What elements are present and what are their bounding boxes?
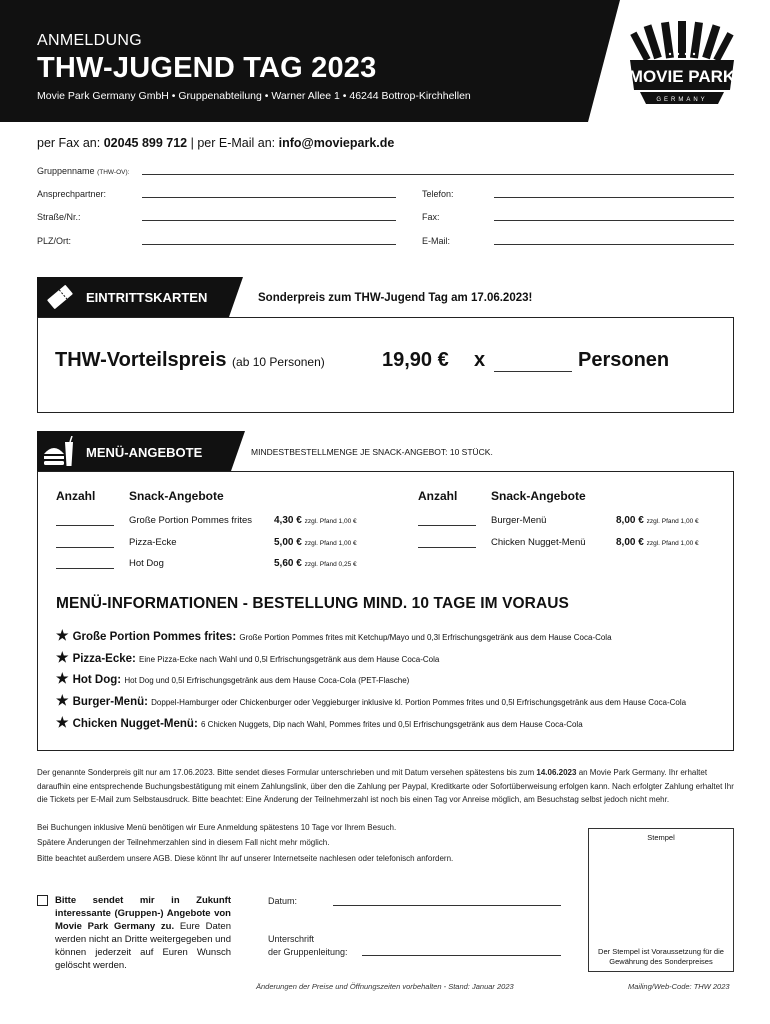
- signature-field[interactable]: [362, 955, 561, 956]
- header-address: Movie Park Germany GmbH • Gruppenabteilung • Warner Allee 1 • 46244 Bottrop-Kirchhellen: [37, 90, 471, 102]
- ticket-price: 19,90 €: [382, 349, 449, 371]
- stamp-note: Der Stempel ist Voraussetzung für die Gewährung des Sonderpreises: [598, 947, 724, 966]
- menu-info-item: ★ Große Portion Pommes frites: Große Portion Pommes frites mit Ketchup/Mayo und 0,3l Erfrischungsgetränk aus dem Hause Coca-Cola: [56, 627, 612, 643]
- menu-info-item: ★ Burger-Menü: Doppel-Hamburger oder Chickenburger oder Veggieburger inklusive kl. Portion Pommes frites und 0,5l Erfrischungsgetränk aus dem Hause Coca-Cola: [56, 692, 687, 708]
- date-label: Datum:: [268, 896, 298, 906]
- terms-change-note: Spätere Änderungen der Teilnehmerzahlen sind in diesem Fall nicht mehr möglich.: [37, 838, 330, 847]
- consent-checkbox[interactable]: [37, 895, 48, 906]
- menu-info-title: MENÜ-INFORMATIONEN - BESTELLUNG MIND. 10 TAGE IM VORAUS: [56, 595, 569, 612]
- fax-number: 02045 899 712: [103, 136, 188, 150]
- footer-disclaimer: Änderungen der Preise und Öffnungszeiten vorbehalten - Stand: Januar 2023: [256, 982, 514, 991]
- street-label: Straße/Nr.:: [37, 212, 81, 222]
- snack-name: Pizza-Ecke: [129, 537, 177, 548]
- qty-field-pizza[interactable]: [56, 547, 114, 548]
- snack-price: 8,00 € zzgl. Pfand 1,00 €: [616, 537, 699, 548]
- snack-header-left: Snack-Angebote: [129, 489, 224, 503]
- city-field[interactable]: [142, 244, 396, 245]
- qty-header-left: Anzahl: [56, 489, 96, 503]
- times-sign: x: [474, 349, 486, 371]
- offer-name: THW-Vorteilspreis (ab 10 Personen): [55, 349, 325, 371]
- group-name-label: Gruppenname (THW-OV):: [37, 166, 130, 176]
- terms-menu-note: Bei Buchungen inklusive Menü benötigen wir Eure Anmeldung spätestens 10 Tage vor Ihrem Besuch.: [37, 823, 397, 832]
- page-title: THW-JUGEND TAG 2023: [37, 52, 377, 84]
- special-price-note: Sonderpreis zum THW-Jugend Tag am 17.06.2023!: [258, 292, 533, 304]
- qty-header-right: Anzahl: [418, 489, 458, 503]
- email-label: E-Mail:: [422, 236, 451, 246]
- snack-header-right: Snack-Angebote: [491, 489, 586, 503]
- movie-park-logo: [626, 20, 738, 112]
- persons-label: Personen: [578, 349, 670, 371]
- terms-agb-note: Bitte beachtet außerdem unsere AGB. Diese könnt Ihr auf unserer Internetseite nachlesen oder telefonisch anfordern.: [37, 854, 454, 863]
- contact-line: [37, 136, 394, 150]
- fax-field[interactable]: [494, 220, 734, 221]
- logo-subtext: GERMANY: [656, 97, 708, 103]
- contact-person-field[interactable]: [142, 197, 396, 198]
- contact-separator: | per E-Mail an:: [190, 136, 276, 150]
- phone-label: Telefon:: [422, 189, 454, 199]
- star-icon: ★: [56, 692, 69, 708]
- menu-info-item: ★ Pizza-Ecke: Eine Pizza-Ecke nach Wahl und 0,5l Erfrischungsgetränk aus dem Hause Coca-Cola: [56, 649, 440, 665]
- street-field[interactable]: [142, 220, 396, 221]
- city-label: PLZ/Ort:: [37, 236, 72, 246]
- phone-field[interactable]: [494, 197, 734, 198]
- menu-info-item: ★ Hot Dog: Hot Dog und 0,5l Erfrischungsgetränk aus dem Hause Coca-Cola (PET-Flasche): [56, 670, 410, 686]
- tickets-section-title: EINTRITTSKARTEN: [86, 290, 208, 305]
- contact-person-label: Ansprechpartner:: [37, 189, 107, 199]
- snack-name: Burger-Menü: [491, 515, 547, 526]
- snack-price: 5,60 € zzgl. Pfand 0,25 €: [274, 558, 357, 569]
- menu-info-item: ★ Chicken Nugget-Menü: 6 Chicken Nuggets, Dip nach Wahl, Pommes frites und 0,5l Erfrischungsgetränk aus dem Hause Coca-Cola: [56, 714, 583, 730]
- email-address[interactable]: info@moviepark.de: [278, 136, 395, 150]
- footer-code: Mailing/Web-Code: THW 2023: [628, 982, 730, 991]
- snack-price: 8,00 € zzgl. Pfand 1,00 €: [616, 515, 699, 526]
- logo-text: MOVIE PARK: [628, 67, 736, 86]
- ticket-icon: [45, 283, 75, 311]
- burger-drink-icon: [42, 436, 76, 468]
- header-label: ANMELDUNG: [37, 32, 142, 49]
- menu-section-title: MENÜ-ANGEBOTE: [86, 445, 203, 460]
- stamp-label: Stempel: [647, 833, 675, 842]
- qty-field-burger[interactable]: [418, 525, 476, 526]
- star-icon: ★: [56, 670, 69, 686]
- email-field[interactable]: [494, 244, 734, 245]
- consent-text: Bitte sendet mir in Zukunft interessante (Gruppen-) Angebote von Movie Park Germany zu. Eure Daten werden nicht an Dritte weitergegeben und können jederzeit auf Euren Wunsch gelöscht werden.: [55, 895, 231, 971]
- snack-name: Chicken Nugget-Menü: [491, 537, 586, 548]
- qty-field-nuggets[interactable]: [418, 547, 476, 548]
- star-icon: ★: [56, 627, 69, 643]
- signature-label: Unterschrift der Gruppenleitung:: [268, 934, 348, 957]
- offer-note: (ab 10 Personen): [232, 355, 325, 369]
- terms-paragraph: Der genannte Sonderpreis gilt nur am 17.06.2023. Bitte sendet dieses Formular unterschrieben und mit Datum versehen spätestens bis zum 14.06.2023 an Movie Park Germany. Ihr erhaltet daraufhin eine entsprechende Buchungsbestätigung mit einem Zahlungslink, über den die Zahlung per Paypal, Kreditkarte oder Sofortüberweisung erfolgen kann. Nach erfolgter Zahlung erhaltet Ihr die Tickets per E-Mail zum Selbstausdruck. Bitte beachtet: Eine Änderung der Teilnehmerzahl ist noch bis einen Tag vor Anreise möglich, am Besuchstag selbst jedoch nicht mehr.: [37, 768, 734, 804]
- min-order-note: MINDESTBESTELLMENGE JE SNACK-ANGEBOT: 10 STÜCK.: [251, 447, 493, 457]
- persons-count-field[interactable]: [494, 371, 572, 372]
- date-field[interactable]: [333, 905, 561, 906]
- snack-price: 5,00 € zzgl. Pfand 1,00 €: [274, 537, 357, 548]
- qty-field-hotdog[interactable]: [56, 568, 114, 569]
- snack-price: 4,30 € zzgl. Pfand 1,00 €: [274, 515, 357, 526]
- snack-name: Hot Dog: [129, 558, 164, 569]
- star-icon: ★: [56, 714, 69, 730]
- star-icon: ★: [56, 649, 69, 665]
- qty-field-pommes[interactable]: [56, 525, 114, 526]
- group-name-field[interactable]: [142, 174, 734, 175]
- fax-prefix: per Fax an:: [37, 136, 101, 150]
- fax-label: Fax:: [422, 212, 440, 222]
- snack-name: Große Portion Pommes frites: [129, 515, 253, 526]
